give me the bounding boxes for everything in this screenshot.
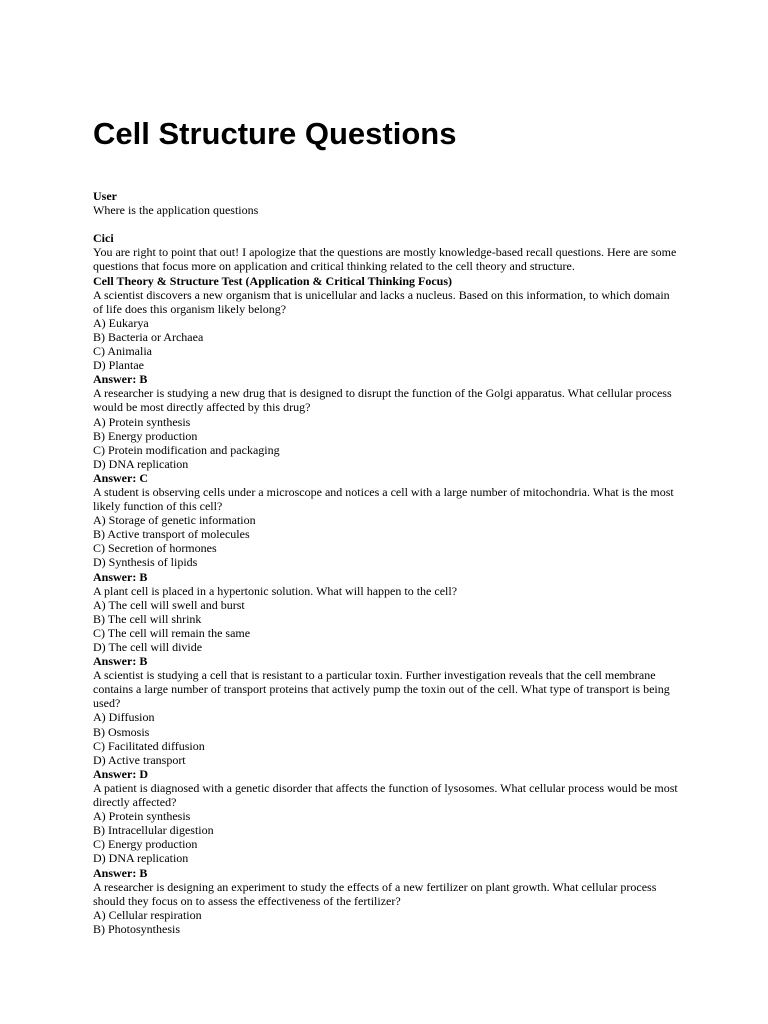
- answer-option: D) Plantae: [93, 358, 144, 373]
- document-body: [93, 189, 681, 936]
- answer-option: B) Photosynthesis: [93, 921, 181, 936]
- answer-option: A) Protein synthesis: [93, 414, 191, 429]
- answer-option: D) Active transport: [93, 752, 186, 767]
- answer-option: C) Facilitated diffusion: [93, 738, 205, 753]
- answer-option: B) Intracellular digestion: [93, 823, 214, 838]
- answer-option: A) Storage of genetic information: [93, 513, 256, 528]
- answer-option: C) Protein modification and packaging: [93, 442, 280, 457]
- answer-option: B) Energy production: [93, 428, 198, 443]
- answer-key: Answer: B: [93, 865, 148, 880]
- answer-key: Answer: B: [93, 372, 148, 387]
- answer-option: D) DNA replication: [93, 851, 189, 866]
- answer-option: B) The cell will shrink: [93, 611, 202, 626]
- question-text: A researcher is studying a new drug that is designed to disrupt the function of the Golgi apparatus. What cellular process would be most directly affected by this drug?: [93, 386, 672, 415]
- answer-key: Answer: D: [93, 766, 148, 781]
- question-text: A scientist discovers a new organism that is unicellular and lacks a nucleus. Based on this information, to which domain of life does this organism likely belong?: [93, 287, 670, 316]
- question-text: A researcher is designing an experiment to study the effects of a new fertilizer on plant growth. What cellular process should they focus on to assess the effectiveness of the fertilizer?: [93, 879, 657, 908]
- answer-option: A) Protein synthesis: [93, 809, 191, 824]
- answer-option: C) Energy production: [93, 837, 198, 852]
- question-block: [93, 668, 681, 781]
- question-block: [93, 781, 681, 880]
- question-text: A scientist is studying a cell that is resistant to a particular toxin. Further investigation reveals that the cell membrane contains a large number of transport proteins that actively pump the toxin out of the cell. What type of transport is being used?: [93, 668, 670, 711]
- answer-option: D) DNA replication: [93, 456, 189, 471]
- answer-option: A) Diffusion: [93, 710, 155, 725]
- user-message: Where is the application questions: [93, 203, 259, 218]
- answer-option: B) Bacteria or Archaea: [93, 329, 204, 344]
- question-block: [93, 386, 681, 485]
- answer-key: Answer: B: [93, 654, 148, 669]
- user-speaker-label: User: [93, 189, 117, 203]
- test-title: Cell Theory & Structure Test (Application & Critical Thinking Focus): [93, 273, 453, 288]
- answer-option: A) Eukarya: [93, 315, 149, 330]
- answer-option: C) Secretion of hormones: [93, 541, 217, 556]
- spacer: [93, 217, 681, 231]
- question-block: [93, 288, 681, 387]
- question-text: A patient is diagnosed with a genetic disorder that affects the function of lysosomes. What cellular process would be most directly affected?: [93, 780, 678, 810]
- answer-option: D) The cell will divide: [93, 640, 203, 654]
- answer-option: B) Osmosis: [93, 724, 150, 739]
- answer-option: C) Animalia: [93, 344, 152, 359]
- answer-option: A) Cellular respiration: [93, 907, 202, 922]
- question-block: [93, 880, 681, 936]
- answer-option: A) The cell will swell and burst: [93, 597, 245, 612]
- page-title: Cell Structure Questions: [93, 116, 457, 151]
- answer-key: Answer: B: [93, 569, 148, 584]
- answer-option: D) Synthesis of lipids: [93, 555, 198, 570]
- assistant-speaker-label: Cici: [93, 231, 114, 246]
- assistant-intro: You are right to point that out! I apologize that the questions are mostly knowledge-based recall questions. Here are some questions that focus more on application and critical thinking related to the cell theory and structure.: [93, 245, 677, 274]
- question-block: [93, 485, 681, 584]
- answer-option: C) The cell will remain the same: [93, 625, 251, 640]
- answer-option: B) Active transport of molecules: [93, 527, 250, 542]
- question-text: A student is observing cells under a microscope and notices a cell with a large number of mitochondria. What is the most likely function of this cell?: [93, 484, 674, 514]
- question-text: A plant cell is placed in a hypertonic solution. What will happen to the cell?: [93, 583, 458, 598]
- question-list: [93, 288, 681, 936]
- answer-key: Answer: C: [93, 470, 148, 485]
- question-block: [93, 584, 681, 669]
